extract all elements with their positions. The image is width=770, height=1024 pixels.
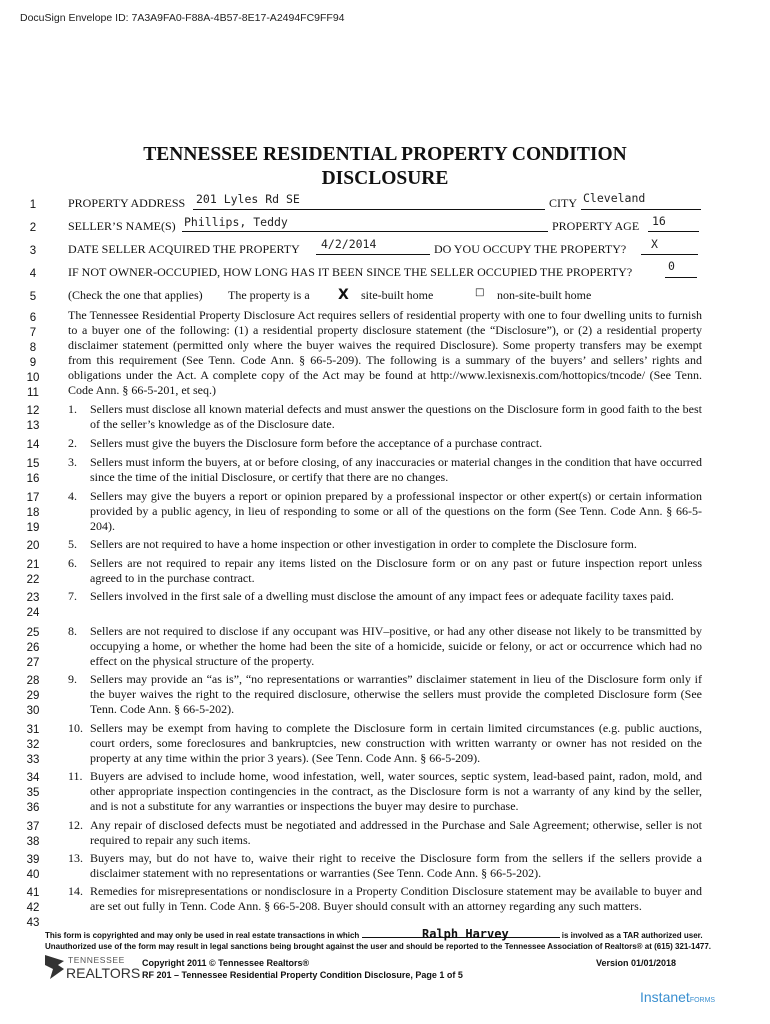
- item-number: 11.: [68, 769, 83, 783]
- item-number: 13.: [68, 851, 83, 865]
- line-number: 17: [26, 492, 40, 504]
- line-number: 39: [26, 854, 40, 866]
- item-text: Sellers are not required to disclose if any occupant was HIV–positive, or had any other disease not likely to be transmitted by occupying a home, or whether the home had been the site of a homicide, suicide or felony, or act or occurrence which had no effect on the physical structure of the property.: [90, 624, 702, 669]
- item-text: Remedies for misrepresentations or nondisclosure in a Property Condition Disclosure statement may be available to buyer and are set out fully in Tenn. Code Ann. § 66-5-208. Buyer should consult with an attorney regarding any such matters.: [90, 884, 702, 914]
- item-text: Buyers are advised to include home, wood infestation, well, water sources, septic system, lead-based paint, radon, mold, and other appropriate inspection contingencies in the contract, as the Disclosure form is not a warranty of any kind by the seller, and is not a substitute for any warranties or inspections the buyer may desire to purchase.: [90, 769, 702, 814]
- line-number: 33: [26, 754, 40, 766]
- title-line-2: DISCLOSURE: [321, 168, 449, 189]
- form-name: RF 201 – Tennessee Residential Property Condition Disclosure, Page 1 of 5: [142, 970, 463, 980]
- line-number: 35: [26, 787, 40, 799]
- envelope-id: DocuSign Envelope ID: 7A3A9FA0-F88A-4B57-8E17-A2494FC9FF94: [20, 12, 345, 24]
- title-line-1: TENNESSEE RESIDENTIAL PROPERTY CONDITION: [143, 144, 627, 165]
- line-number: 30: [26, 705, 40, 717]
- property-address-line: [193, 209, 545, 210]
- property-address-value[interactable]: 201 Lyles Rd SE: [196, 192, 300, 206]
- line-number: 20: [26, 540, 40, 552]
- line-number: 1: [29, 199, 37, 211]
- instanet-brand-name: Instanet: [640, 989, 690, 1005]
- item-text: Sellers involved in the first sale of a dwelling must disclose the amount of any impact fees or adequate facility taxes paid.: [90, 589, 674, 603]
- property-age-value[interactable]: 16: [652, 214, 666, 228]
- non-site-built-label: non-site-built home: [497, 288, 592, 302]
- item-text: Sellers are not required to repair any items listed on the Disclosure form or on any past or future inspection report unless agreed to in the purchase contract.: [90, 556, 702, 586]
- line-number: 23: [26, 592, 40, 604]
- form-title: [0, 143, 770, 191]
- item-number: 4.: [68, 489, 77, 503]
- line-number: 16: [26, 473, 40, 485]
- city-label: CITY: [549, 196, 577, 210]
- not-owner-value[interactable]: 0: [668, 259, 675, 273]
- item-text: Sellers are not required to have a home inspection or other investigation in order to complete the Disclosure form.: [90, 537, 637, 551]
- line-number: 26: [26, 642, 40, 654]
- not-owner-label: IF NOT OWNER-OCCUPIED, HOW LONG HAS IT BEEN SINCE THE SELLER OCCUPIED THE PROPERTY?: [68, 265, 633, 279]
- line-number: 12: [26, 405, 40, 417]
- occupy-value[interactable]: X: [651, 237, 658, 251]
- line-number: 3: [29, 245, 37, 257]
- line-number: 7: [29, 327, 37, 339]
- item-number: 5.: [68, 537, 77, 551]
- check-label: (Check the one that applies): [68, 288, 203, 302]
- line-number: 43: [26, 917, 40, 929]
- line-number: 14: [26, 439, 40, 451]
- line-number: 28: [26, 675, 40, 687]
- item-text: Sellers must give the buyers the Disclosure form before the acceptance of a purchase contract.: [90, 436, 543, 450]
- copyright-line: Copyright 2011 © Tennessee Realtors®: [142, 958, 310, 968]
- item-number: 12.: [68, 818, 83, 832]
- property-is-label: The property is a: [228, 288, 310, 302]
- realtors-logo-icon: [44, 953, 66, 981]
- line-number: 15: [26, 458, 40, 470]
- tennessee-realtors-logo: [44, 953, 141, 983]
- logo-line-1: TENNESSEE: [68, 955, 125, 965]
- line-number: 37: [26, 821, 40, 833]
- unauthorized-notice: Unauthorized use of the form may result in legal sanctions being brought against the user and should be reported to the Tennessee Association of Realtors® at (615) 321-1477.: [45, 942, 712, 951]
- occupy-label: DO YOU OCCUPY THE PROPERTY?: [434, 242, 627, 256]
- line-number: 9: [29, 357, 37, 369]
- non-site-built-checkbox[interactable]: □: [475, 287, 485, 298]
- seller-name-label: SELLER’S NAME(S): [68, 219, 176, 233]
- item-number: 10.: [68, 721, 83, 735]
- instanet-brand-suffix: FORMS: [689, 997, 716, 1004]
- line-number: 24: [26, 607, 40, 619]
- item-number: 2.: [68, 436, 77, 450]
- property-age-label: PROPERTY AGE: [552, 219, 640, 233]
- city-line: [581, 209, 701, 210]
- line-number: 25: [26, 627, 40, 639]
- line-number: 29: [26, 690, 40, 702]
- line-number: 42: [26, 902, 40, 914]
- date-acquired-label: DATE SELLER ACQUIRED THE PROPERTY: [68, 242, 300, 256]
- instanet-brand: [640, 989, 715, 1005]
- line-number: 8: [29, 342, 37, 354]
- line-number: 13: [26, 420, 40, 432]
- item-text: Sellers may provide an “as is”, “no representations or warranties” disclaimer statement in lieu of the Disclosure form only if the buyer waives the right to the required disclosure, otherwise the sellers must provide the completed Disclosure form (See Tenn. Code Ann. § 66-5-202).: [90, 672, 702, 717]
- line-number: 41: [26, 887, 40, 899]
- date-acquired-line: [316, 254, 430, 255]
- occupy-line: [641, 254, 698, 255]
- line-number: 31: [26, 724, 40, 736]
- line-number: 10: [26, 372, 40, 384]
- property-age-line: [648, 231, 699, 232]
- item-number: 3.: [68, 455, 77, 469]
- line-number: 27: [26, 657, 40, 669]
- date-acquired-value[interactable]: 4/2/2014: [321, 237, 377, 251]
- item-number: 9.: [68, 672, 77, 686]
- item-text: Buyers may, but do not have to, waive their right to receive the Disclosure form from the sellers if the sellers provide a disclaimer statement with no representations or warranties (See Tenn. Code Ann. § 66-5-202).: [90, 851, 702, 881]
- logo-line-2: REALTORS: [66, 965, 141, 981]
- not-owner-line: [665, 277, 697, 278]
- line-number: 36: [26, 802, 40, 814]
- item-number: 6.: [68, 556, 77, 570]
- copyright-notice-pre: This form is copyrighted and may only be used in real estate transactions in which: [45, 931, 360, 940]
- line-number: 38: [26, 836, 40, 848]
- item-number: 14.: [68, 884, 83, 898]
- line-number: 6: [29, 312, 37, 324]
- authorized-user: Ralph Harvey: [422, 927, 509, 941]
- line-number: 32: [26, 739, 40, 751]
- seller-name-value[interactable]: Phillips, Teddy: [184, 215, 288, 229]
- item-text: Sellers must disclose all known material defects and must answer the questions on the Disclosure form in good faith to the best of the seller’s knowledge as of the Disclosure date.: [90, 402, 702, 432]
- line-number: 34: [26, 772, 40, 784]
- line-number: 40: [26, 869, 40, 881]
- line-number: 22: [26, 574, 40, 586]
- item-number: 1.: [68, 402, 77, 416]
- copyright-notice-post: is involved as a TAR authorized user.: [561, 931, 703, 940]
- copyright-notice: [45, 931, 703, 940]
- city-value[interactable]: Cleveland: [583, 191, 646, 205]
- line-number: 21: [26, 559, 40, 571]
- item-number: 7.: [68, 589, 77, 603]
- intro-paragraph: The Tennessee Residential Property Disclosure Act requires sellers of residential property with one to four dwelling units to furnish to a buyer one of the following: (1) a residential property disclosure statement (the “Disclosure”), or (2) a residential property disclaimer statement (permitted only where the buyer waives the required Disclosure). Some property transfers may be exempt from this requirement (See Tenn. Code Ann. § 66-5-209). The following is a summary of the buyers’ and sellers’ rights and obligations under the Act. A complete copy of the Act may be found at http://www.lexisnexis.com/hottopics/tncode/ (See Tenn. Code Ann. § 66-5-201, et seq.): [68, 308, 702, 398]
- version: Version 01/01/2018: [596, 958, 677, 968]
- item-text: Sellers may be exempt from having to complete the Disclosure form in certain limited circumstances (e.g. public auctions, court orders, some foreclosures and bankruptcies, new construction with written warranty or owner has not resided on the property at any time within the prior 3 years). (See Tenn. Code Ann. § 66-5-209).: [90, 721, 702, 766]
- line-number: 18: [26, 507, 40, 519]
- site-built-checkbox[interactable]: X: [338, 287, 349, 303]
- seller-name-line: [182, 231, 548, 232]
- line-number: 19: [26, 522, 40, 534]
- line-number: 2: [29, 222, 37, 234]
- item-text: Sellers may give the buyers a report or opinion prepared by a professional inspector or other expert(s) or certain information provided by a public agency, in lieu of responding to some or all of the questions on the form (See Tenn. Code Ann. § 66-5-204).: [90, 489, 702, 534]
- site-built-label: site-built home: [361, 288, 434, 302]
- line-number: 11: [27, 387, 39, 399]
- item-text: Any repair of disclosed defects must be negotiated and addressed in the Purchase and Sale Agreement; otherwise, seller is not required to repair any such items.: [90, 818, 702, 848]
- line-number: 4: [29, 268, 37, 280]
- line-number: 5: [29, 291, 37, 303]
- item-number: 8.: [68, 624, 77, 638]
- property-address-label: PROPERTY ADDRESS: [68, 196, 186, 210]
- item-text: Sellers must inform the buyers, at or before closing, of any inaccuracies or material changes in the condition that have occurred since the time of the initial Disclosure, or certify that there are no changes.: [90, 455, 702, 485]
